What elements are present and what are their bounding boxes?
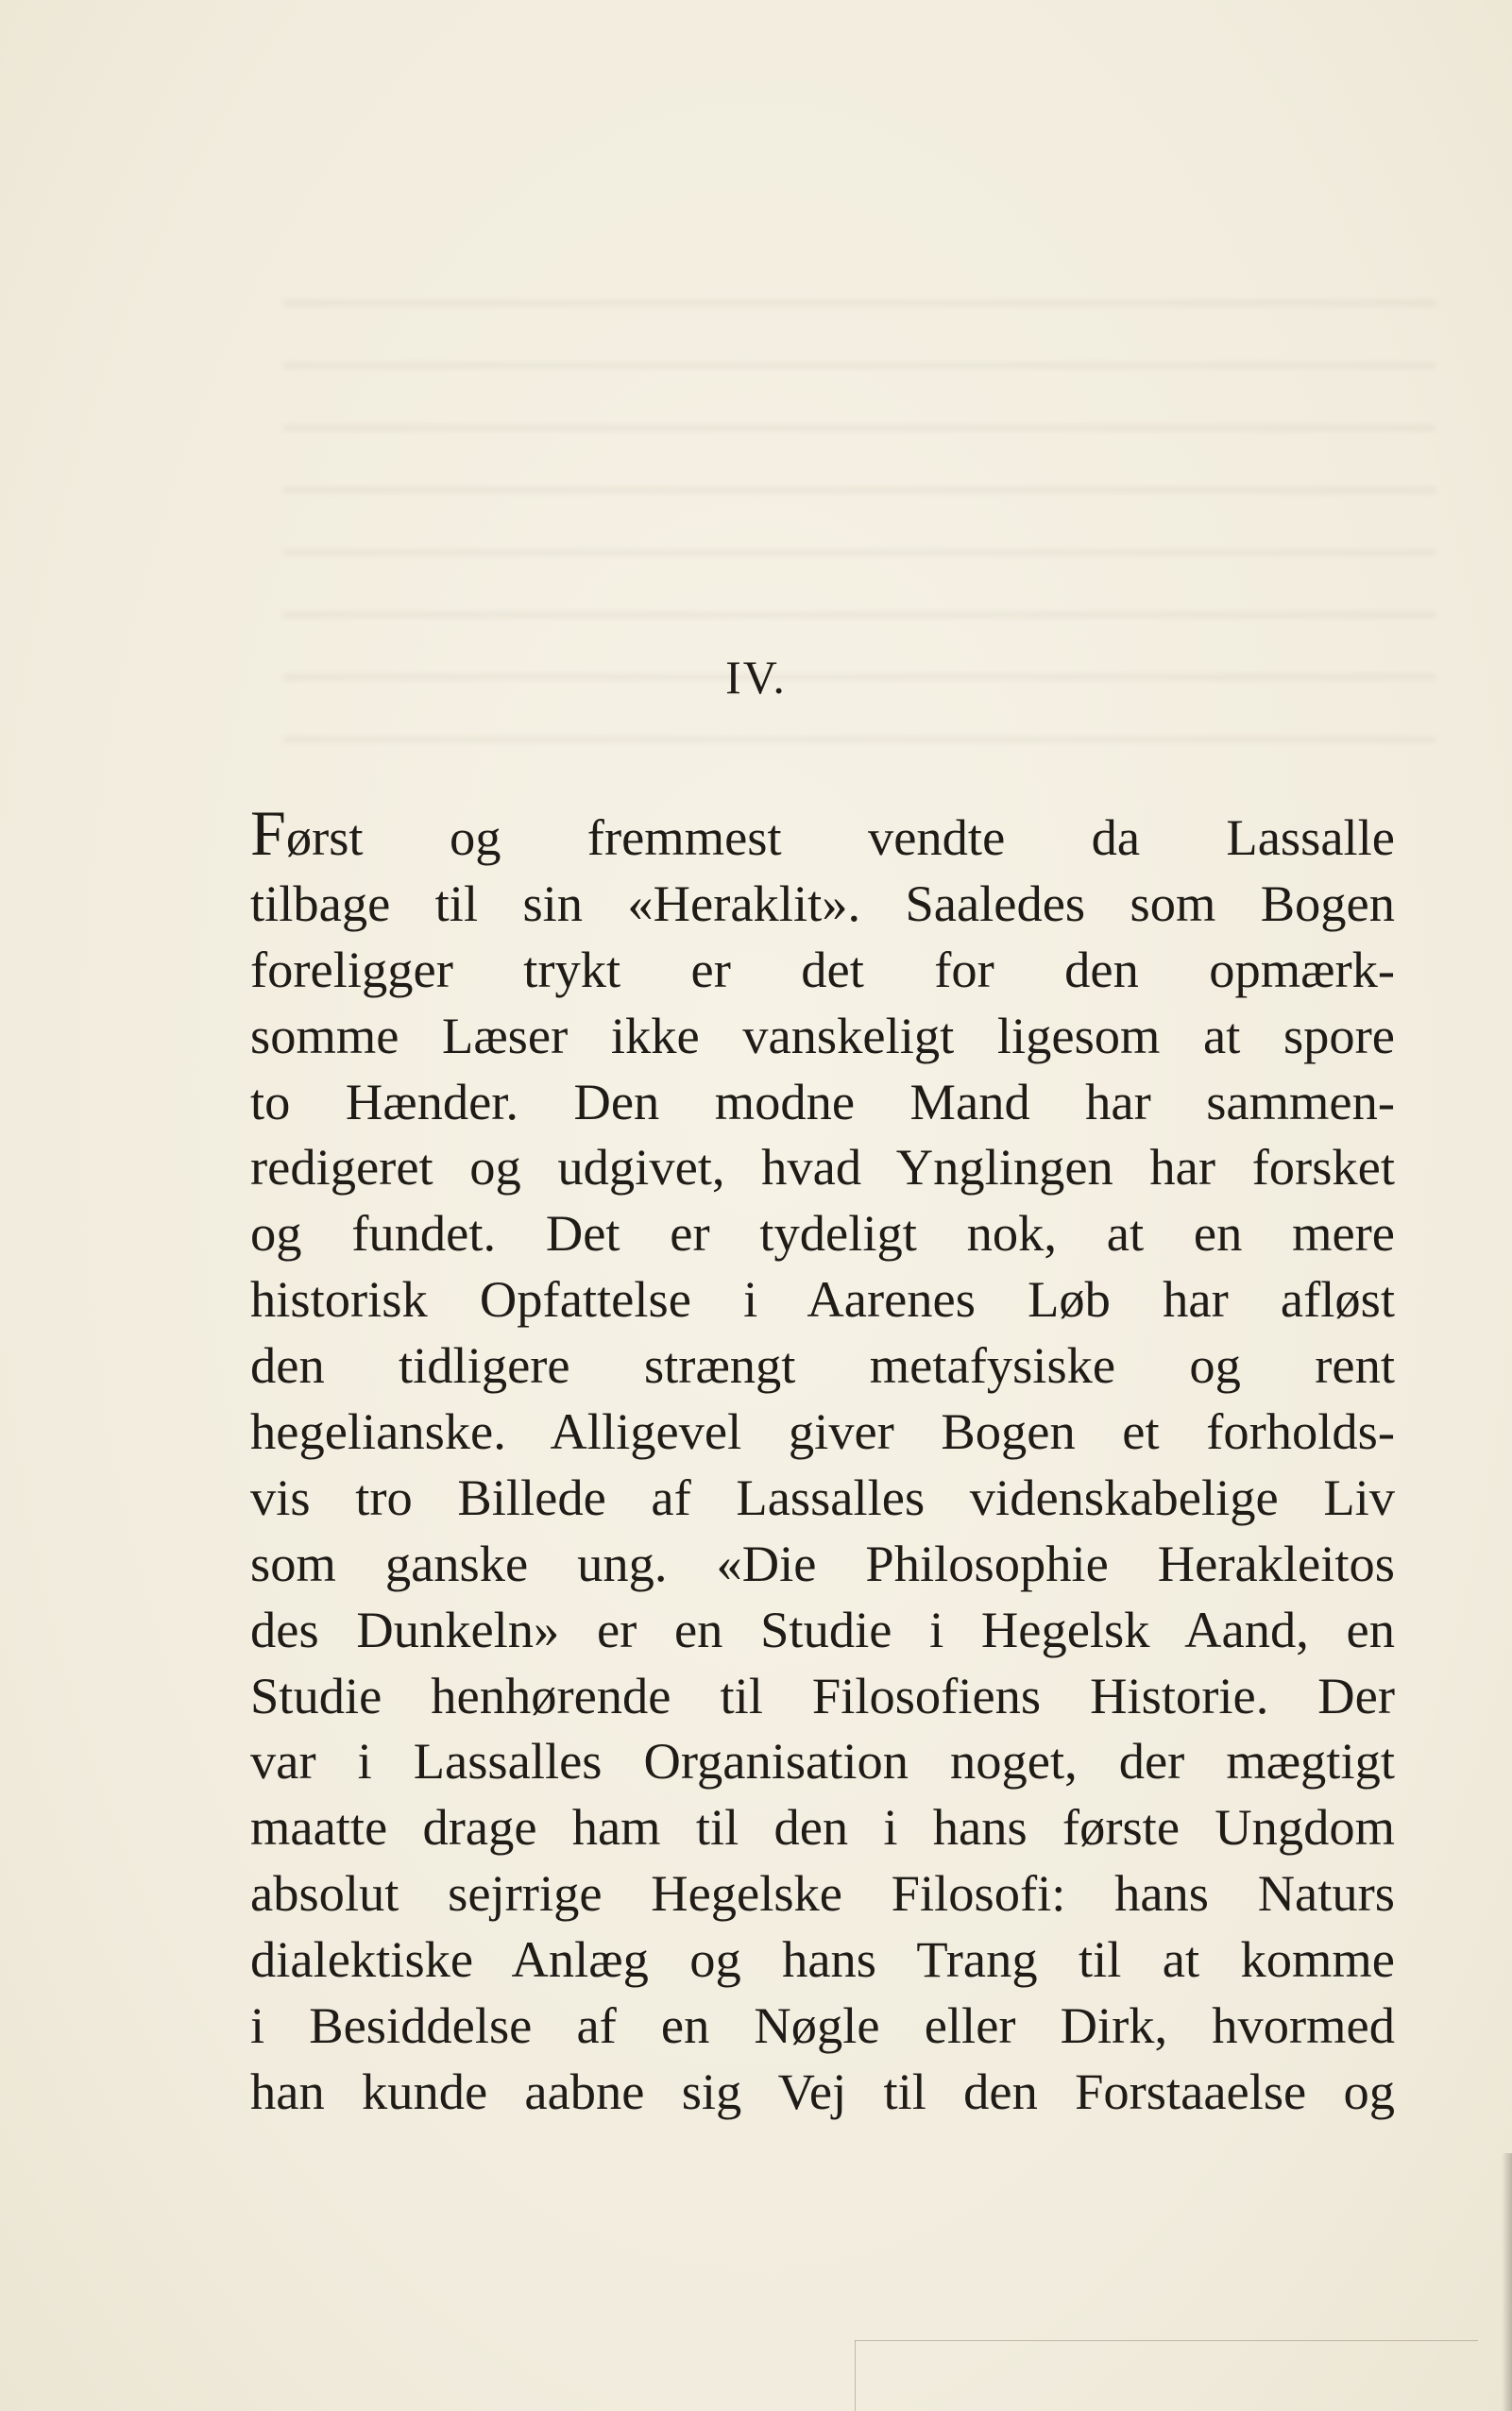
text-line: maatte drage ham til den i hans første Ungdom	[250, 1798, 1395, 1857]
page-edge-tick	[855, 2340, 856, 2411]
text-line: hegelianske. Alligevel giver Bogen et forholds-	[250, 1402, 1395, 1461]
text-line: foreligger trykt er det for den opmærk-	[250, 940, 1395, 998]
text-line-content: ørst og fremmest vendte da Lassalle	[285, 808, 1395, 866]
text-line: den tidligere strængt metafysiske og rent	[250, 1336, 1395, 1395]
text-line: han kunde aabne sig Vej til den Forstaaelse og	[250, 2062, 1395, 2120]
text-line	[250, 797, 1395, 871]
text-line: var i Lassalles Organisation noget, der mægtigt	[250, 1732, 1395, 1791]
text-line: absolut sejrrige Hegelske Filosofi: hans Naturs	[250, 1864, 1395, 1923]
text-line: historisk Opfattelse i Aarenes Løb har afløst	[250, 1270, 1395, 1329]
text-line: somme Læser ikke vanskeligt ligesom at spore	[250, 1006, 1395, 1064]
text-line: vis tro Billede af Lassalles videnskabelige Liv	[250, 1468, 1395, 1526]
text-line: og fundet. Det er tydeligt nok, at en mere	[250, 1204, 1395, 1263]
text-line: redigeret og udgivet, hvad Ynglingen har forsket	[250, 1138, 1395, 1197]
show-through-text	[283, 264, 1436, 793]
text-line: i Besiddelse af en Nøgle eller Dirk, hvormed	[250, 1996, 1395, 2055]
text-line: dialektiske Anlæg og hans Trang til at komme	[250, 1930, 1395, 1989]
page-edge-shadow	[1502, 2153, 1512, 2411]
text-line: Studie henhørende til Filosofiens Historie. Der	[250, 1666, 1395, 1724]
chapter-heading: IV.	[725, 651, 787, 704]
paragraph	[250, 797, 1395, 2125]
text-line: tilbage til sin «Heraklit». Saaledes som Bogen	[250, 874, 1395, 932]
text-line: des Dunkeln» er en Studie i Hegelsk Aand, en	[250, 1600, 1395, 1658]
page-edge-line	[855, 2340, 1478, 2341]
text-line: som ganske ung. «Die Philosophie Herakleitos	[250, 1534, 1395, 1592]
drop-cap: F	[250, 797, 286, 869]
text-line: to Hænder. Den modne Mand har sammen-	[250, 1072, 1395, 1130]
